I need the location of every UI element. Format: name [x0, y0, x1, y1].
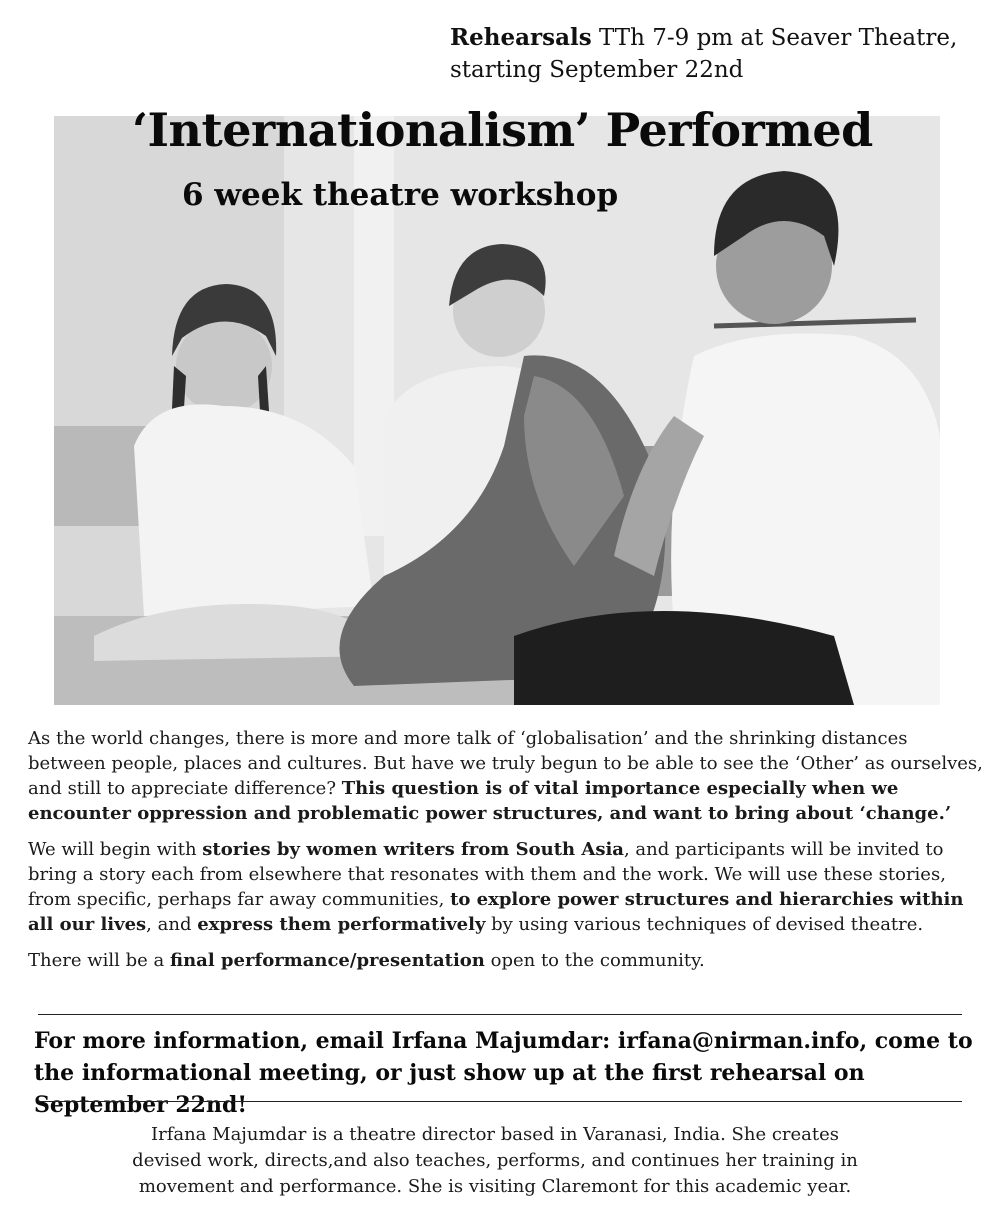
bio-line-2: devised work, directs,and also teaches, performs, and continues her training in [132, 1150, 858, 1171]
plan-emphasis-3: express them performatively [197, 914, 486, 935]
rehearsal-label: Rehearsals [450, 24, 592, 51]
bio-line-1: Irfana Majumdar is a theatre director based in Varanasi, India. She creates [150, 1124, 840, 1145]
rehearsal-schedule: TTh 7-9 pm at Seaver Theatre, [591, 25, 958, 51]
rehearsal-start-date: starting September 22nd [450, 57, 744, 83]
paragraph-performance [28, 948, 983, 973]
paragraph-intro [28, 726, 983, 826]
plan-emphasis-1: stories by women writers from South Asia [202, 839, 624, 860]
performance-text-2: open to the community. [484, 950, 705, 971]
divider-top [38, 1014, 962, 1015]
description [28, 726, 983, 984]
plan-emphasis-2: to explore power structures and hierarchies within all our lives [28, 889, 964, 935]
intro-emphasis: This question is of vital importance especially when we encounter oppression and problematic power structures, and want to bring about ‘change.’ [28, 778, 952, 824]
paragraph-plan [28, 837, 983, 937]
rehearsal-info [450, 22, 995, 86]
contact-info: For more information, email Irfana Majumdar: irfana@nirman.info, come to the informational meeting, or just show up at the first rehearsal on September 22nd! [34, 1028, 973, 1118]
bio-line-3: movement and performance. She is visiting Claremont for this academic year. [138, 1176, 852, 1197]
page-subtitle: 6 week theatre workshop [182, 177, 619, 213]
director-bio [100, 1122, 890, 1200]
intro-text: As the world changes, there is more and more talk of ‘globalisation’ and the shrinking distances between people, places and cultures. But have we truly begun to be able to see the ‘Other’ as ourselves, and still to appreciate difference? [28, 728, 983, 799]
divider-bottom [38, 1101, 962, 1102]
plan-text-1: We will begin with [28, 839, 203, 860]
performance-emphasis: final performance/presentation [169, 950, 485, 971]
performance-text-1: There will be a [28, 950, 170, 971]
page-title: ‘Internationalism’ Performed [132, 103, 873, 157]
plan-text-2: , and participants will be invited to bring a story each from elsewhere that resonates with them and the work. We will use these stories, from specific, perhaps far away communities, [28, 839, 946, 910]
plan-text-3: , and [146, 914, 198, 935]
rehearsal-line-1 [450, 22, 995, 54]
plan-text-4: by using various techniques of devised theatre. [485, 914, 924, 935]
